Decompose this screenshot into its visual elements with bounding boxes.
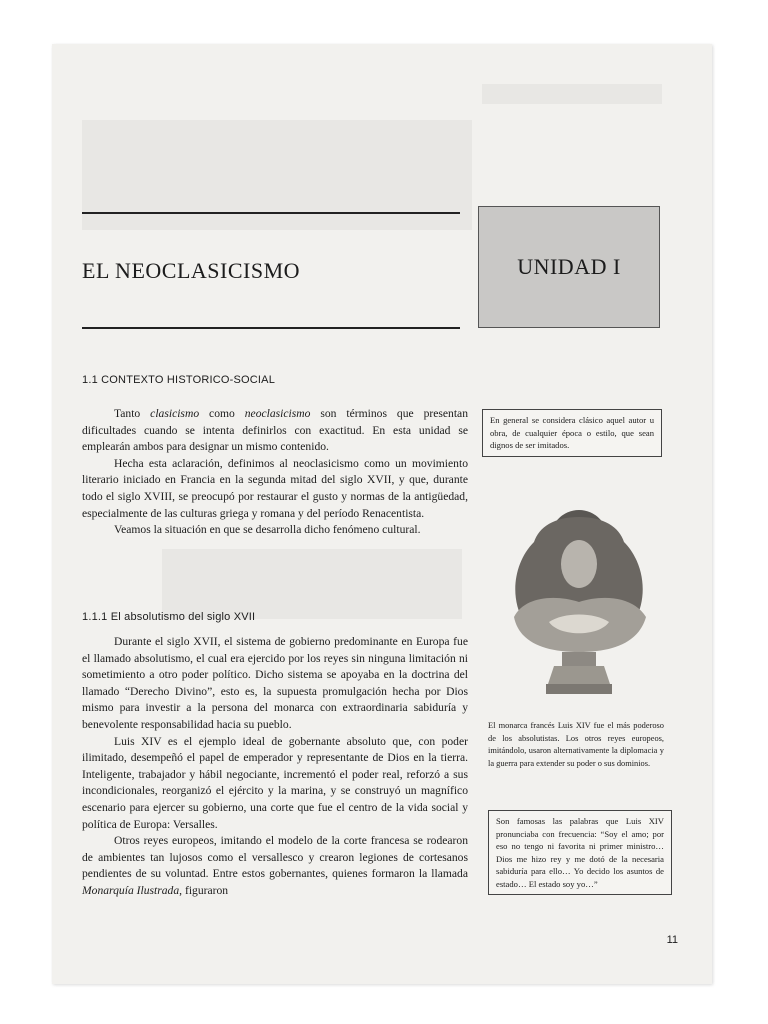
bleed-through-block: [482, 84, 662, 104]
section-heading: 1.1 CONTEXTO HISTORICO-SOCIAL: [82, 374, 276, 386]
chapter-title: EL NEOCLASICISMO: [82, 258, 301, 283]
unit-label: UNIDAD I: [517, 254, 621, 279]
subsection-heading: 1.1.1 El absolutismo del siglo XVII: [82, 611, 256, 623]
unit-box: [478, 206, 660, 328]
paragraph: Veamos la situación en que se desarrolla dicho fenómeno cultural.: [114, 523, 421, 537]
page-number: 11: [666, 934, 678, 946]
paragraph: Hecha esta aclaración, definimos al neoclasicismo como un movimiento literario iniciado en Francia en la segunda mitad del siglo XVII, y que, durante todo el siglo XVIII, se preocupó por restaurar el gusto y normas de la antigüedad, especialmente de las culturas griega y romana y del período Renacentista.: [82, 456, 468, 520]
louis-xiv-bust-image: [494, 502, 664, 707]
section-1-1-text: [82, 406, 468, 539]
classic-definition-note: En general se considera clásico aquel autor u obra, de cualquier época o estilo, que sean dignos de ser imitados.: [482, 409, 662, 457]
paragraph: Otros reyes europeos, imitando el modelo de la corte francesa se rodearon de ambientes tan lujosos como el versallesco y crearon legiones de cortesanos pendientes de su voluntad. Entre estos gobernantes, quienes formaron la llamada Monarquía Ilustrada, figuraron: [82, 834, 468, 897]
image-caption: El monarca francés Luis XIV fue el más poderoso de los absolutistas. Los otros reyes europeos, imitándolo, usaron alternativamente la diplomacia y la guerra para extender su poder o sus dominios.: [488, 721, 664, 768]
quote-note: Son famosas las palabras que Luis XIV pronunciaba con frecuencia: “Soy el amo; por eso no tengo ni favorita ni primer ministro… Dios me hizo rey y me dotó de la necesaria sabiduría para ello… Yo decido los asuntos de estado… El estado soy yo…”: [488, 810, 672, 895]
paragraph: Luis XIV es el ejemplo ideal de gobernante absoluto que, con poder ilimitado, desempeñó el papel de emperador y representante de Dios en la tierra. Inteligente, trabajador y hábil negociante, incrementó el poder real, reforzó a sus incondicionales, reorganizó el ejército y la marina, y se construyó un magnífico escenario para ejercer su gobierno, una corte que fue el centro de la vida social y política de Europa: Versalles.: [82, 734, 468, 831]
book-page: [52, 44, 712, 984]
top-rule: [82, 212, 460, 214]
bottom-rule: [82, 327, 460, 329]
bleed-through-block: [162, 549, 462, 619]
paragraph: Tanto clasicismo como neoclasicismo son términos que presentan dificultades cuando se intenta definirlos con exactitud. En esta unidad se emplearán ambos para designar un mismo contenido.: [82, 407, 468, 454]
paragraph: Durante el siglo XVII, el sistema de gobierno predominante en Europa fue el llamado absolutismo, el cual era ejercido por los reyes sin ninguna limitación ni sometimiento a otro poder político. Dicho sistema se apoyaba en la doctrina del llamado “Derecho Divino”, esto es, la supuesta promulgación hecha por Dios mismo para investir a la persona del monarca con extraordinaria sabiduría y benevolente responsabilidad hacia su pueblo.: [82, 635, 468, 731]
section-1-1-1-text: [82, 634, 468, 900]
